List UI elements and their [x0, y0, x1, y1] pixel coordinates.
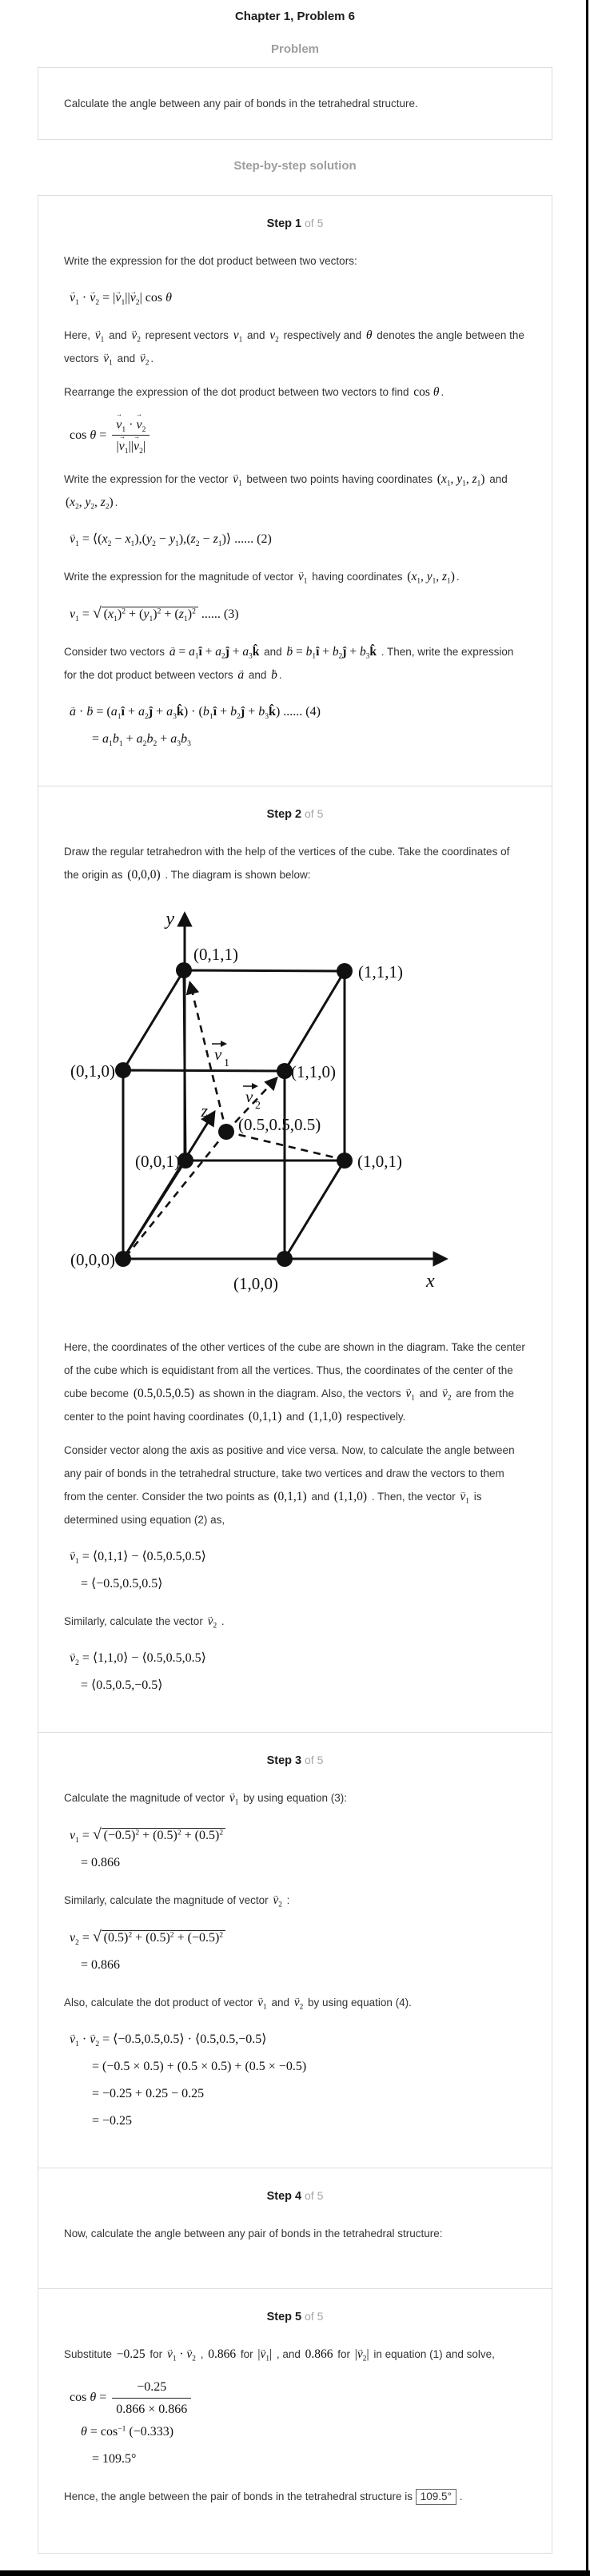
step-3-header	[64, 1754, 526, 1767]
vertex-dot-100	[277, 1251, 293, 1267]
vertex-dot-000	[115, 1251, 131, 1267]
paragraph: Write the expression for the dot product between two vectors:	[64, 255, 357, 267]
paragraph: Calculate the magnitude of vector → $v_1$ by using equation (3):	[64, 1786, 526, 1810]
x-axis-label: x	[426, 1271, 435, 1292]
equation: $v_1$ = √ $(-0.5)^2 + (0.5)^2 + (0.5)^2$ = 0.866	[64, 1822, 526, 1877]
step-5-section	[38, 2288, 552, 2552]
equation: → a · → $b = (a_1î$ + $a_2ĵ$ + $a_3k̂$) · ($b_1î$ + $b_2ĵ$ + $b_3k̂$) ...... (4) = $a_1b_1 + a_2b_2 + a_3b_3$	[64, 699, 526, 753]
v2-subscript: 2	[255, 1100, 261, 1113]
paragraph: Write the expression for the magnitude of vector → $v_1$ having coordinates ($x_1$, $y_1$, $z_1$) .	[64, 565, 526, 588]
window-right-edge	[586, 0, 588, 2576]
window-bottom-edge	[0, 2570, 590, 2576]
step-1-section	[38, 196, 552, 786]
step-5-header	[64, 2310, 526, 2323]
vertex-dot-111	[337, 963, 353, 979]
paragraph: Also, calculate the dot product of vector → $v_1$ and → $v_2$ by using equation (4).	[64, 1991, 526, 2014]
v1-subscript: 1	[224, 1057, 229, 1070]
label-010: (0,1,0)	[70, 1061, 115, 1081]
paragraph: Draw the regular tetrahedron with the help of the vertices of the cube. Take the coordinates of the origin as (0,0,0) . The diagram is shown below:	[64, 846, 510, 882]
vector-v2-label	[243, 1086, 261, 1112]
step-count-label: of 5	[305, 2310, 324, 2323]
vertex-dot-101	[337, 1153, 353, 1169]
step-label: Step 5	[266, 2311, 302, 2324]
step-3-section	[38, 1732, 552, 2168]
paragraph: Here, the coordinates of the other vertices of the cube are shown in the diagram. Take the center of the cube which is equidistant from all the vertices. Thus, the coordinates of the center of the cube become (0.5,0.5,0.5) as shown in the diagram. Also, the vectors → $v_1$ and → $v_2$ are from the center to the point having coordinates (0,1,1) and (1,1,0) respectively.	[64, 1336, 526, 1428]
cube-diagram-figure	[56, 898, 526, 1325]
paragraph: Here, → $v_1$ and → $v_2$ represent vectors $v_1$ and $v_2$ respectively and θ denotes the angle between the vectors → $v_1$ and → $v_2$ .	[64, 324, 526, 370]
vertex-dot-010	[115, 1062, 131, 1078]
equation: cos θ = → $\frac{v_1 \cdot \to v_2}{|\to v_1||\to v_2|}$	[64, 416, 526, 456]
equation: cos θ = $\frac{-0.25}{0.866 \times 0.866}$ $\theta = \cos^{-1} (-0.333)$ = 109.5°	[64, 2378, 526, 2472]
y-axis-label: y	[165, 909, 174, 930]
label-111: (1,1,1)	[358, 962, 403, 982]
step-label: Step 4	[266, 2190, 302, 2204]
problem-panel	[38, 67, 552, 140]
step-count-label: of 5	[305, 807, 324, 821]
step-count-label: of 5	[305, 2189, 324, 2203]
v2-letter: v	[245, 1087, 253, 1107]
label-101: (1,0,1)	[357, 1152, 402, 1172]
equation: → $v_1$ = $⟨(x_2 - x_1),(y_2 - y_1),(z_2$ − $z_1)⟩$ ...... (2)	[64, 526, 526, 553]
cube-edge	[123, 970, 184, 1070]
z-axis-line	[123, 1113, 213, 1259]
equation: → $v_1$ · → $v_2$ = |→ $v_1||\to v_2|$ cos θ	[64, 285, 526, 312]
paragraph: Now, calculate the angle between any pair of bonds in the tetrahedral structure:	[64, 2228, 443, 2240]
equation: → $v_1$ = ⟨0,1,1⟩ − ⟨0.5,0.5,0.5⟩ = ⟨−0.5,0.5,0.5⟩	[64, 1543, 526, 1598]
label-001: (0,0,1)	[135, 1152, 180, 1172]
paragraph: Substitute −0.25 for → $v_1$ · → $v_2$ , 0.866 for |→ $v_1|$ , and 0.866 for |→ $v_2|$ in equation (1) and solve,	[64, 2343, 526, 2366]
step-2-section	[38, 786, 552, 1732]
label-100: (1,0,0)	[233, 1274, 278, 1294]
problem-heading: Problem	[270, 42, 319, 56]
paragraph: Similarly, calculate the vector → $v_2$ .	[64, 1610, 526, 1633]
label-center: (0.5,0.5,0.5)	[238, 1115, 321, 1135]
paragraph: Consider vector along the axis as positive and vice versa. Now, to calculate the angle between any pair of bonds in the tetrahedral structure, take two vertices and draw the vectors to them from the center. Consider the two points as (0,1,1) and (1,1,0) . Then, the vector → $v_1$ is determined using equation (2) as,	[64, 1439, 526, 1531]
paragraph: Similarly, calculate the magnitude of vector → $v_2$ :	[64, 1889, 526, 1912]
equation: $v_2$ = √ $(0.5)^2 + (0.5)^2 + (-0.5)^2$ = 0.866	[64, 1924, 526, 1979]
step-2-header	[64, 807, 526, 821]
vertex-dot-011	[176, 962, 192, 978]
step-1-header	[64, 217, 526, 230]
final-answer-paragraph: Hence, the angle between the pair of bonds in the tetrahedral structure is 109.5° .	[64, 2485, 526, 2508]
vertex-dot-001	[177, 1153, 193, 1169]
page-title: Chapter 1, Problem 6	[234, 10, 356, 23]
step-label: Step 2	[266, 808, 302, 822]
paragraph: Rearrange the expression of the dot product between two vectors to find cos θ .	[64, 385, 444, 399]
cube-edge	[285, 1161, 345, 1259]
z-axis-label: z	[201, 1101, 208, 1121]
equation: → $v_2$ = ⟨1,1,0⟩ − ⟨0.5,0.5,0.5⟩ = ⟨0.5,0.5,−0.5⟩	[64, 1645, 526, 1699]
step-label: Step 1	[266, 217, 302, 230]
step-label: Step 3	[266, 1754, 302, 1768]
equation: $v_1$ = √ $(x_1)^2 + (y_1)^2 + (z_1)^2$ ...... (3)	[70, 605, 239, 624]
bond-to-origin-line	[128, 1132, 226, 1254]
step-count-label: of 5	[305, 1754, 324, 1767]
solution-container	[38, 195, 552, 2554]
label-110: (1,1,0)	[291, 1062, 336, 1082]
equation: → $v_1$ · → $v_2$ = ⟨−0.5,0.5,0.5⟩ · ⟨0.5,0.5,−0.5⟩ = (−0.5 × 0.5) + (0.5 × 0.5) + (0.5 × −0.5) = −0.25 + 0.25 − 0.25 = −0.25	[64, 2026, 526, 2135]
label-011: (0,1,1)	[193, 945, 238, 965]
step-4-header	[64, 2189, 526, 2203]
solution-heading: Step-by-step solution	[233, 159, 357, 173]
bond-to-101-line	[226, 1132, 337, 1158]
vector-v1-label	[212, 1044, 229, 1069]
step-4-section	[38, 2168, 552, 2288]
paragraph: Consider two vectors → $a = a_1î$ + $a_2ĵ$ + $a_3k̂$ and → $b = b_1î$ + $b_2ĵ$ + $b_3k̂$ . Then, write the expression for the dot product between vectors → a and → b .	[64, 640, 526, 687]
problem-statement: Calculate the angle between any pair of bonds in the tetrahedral structure.	[64, 98, 418, 109]
label-000: (0,0,0)	[70, 1250, 115, 1270]
step-count-label: of 5	[305, 217, 324, 229]
paragraph: Write the expression for the vector → $v_1$ between two points having coordinates ($x_1$, $y_1$, $z_1$) and ($x_2$, $y_2$, $z_2$) .	[64, 468, 526, 514]
vertex-dot-110	[277, 1063, 293, 1079]
cube-diagram	[56, 898, 456, 1321]
v1-letter: v	[214, 1045, 222, 1065]
center-dot	[218, 1124, 234, 1140]
cube-edge	[285, 971, 345, 1071]
